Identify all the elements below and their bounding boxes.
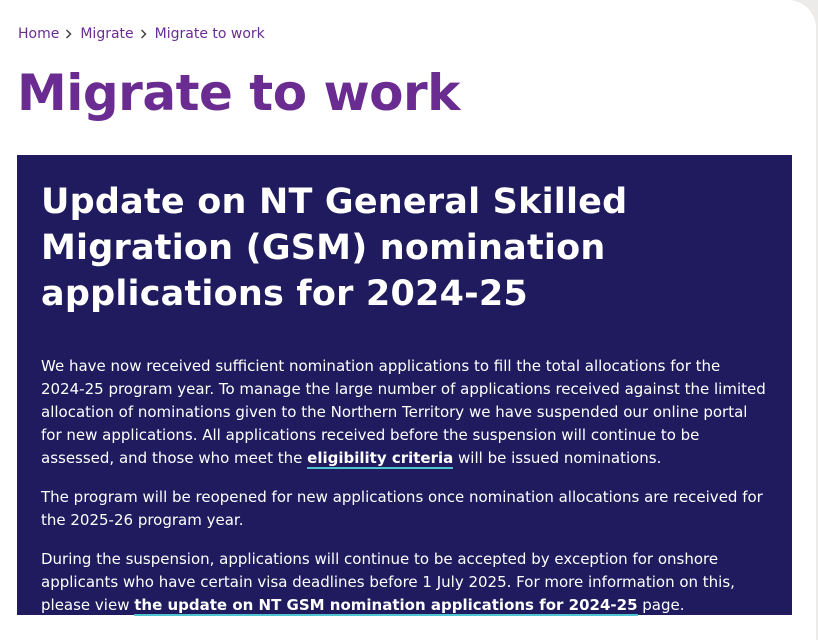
- notice-paragraph-1-tail: will be issued nominations.: [453, 449, 662, 467]
- update-notice-panel: [17, 155, 792, 615]
- chevron-right-icon: [140, 29, 147, 39]
- notice-paragraph-1-text: We have now received sufficient nomination applications to fill the total allocations for the 2024-25 program year. To manage the large number of applications received against the limited allocation of nominations given to the Northern Territory we have suspended our online portal for new applications. All applications received before the suspension will continue to be assessed, and those who meet the: [41, 357, 766, 467]
- breadcrumb: [18, 26, 265, 42]
- notice-paragraph-3-text: During the suspension, applications will continue to be accepted by exception for onshore applicants who have certain visa deadlines before 1 July 2025. For more information on this, please view: [41, 550, 735, 614]
- page-title: Migrate to work: [17, 64, 460, 122]
- breadcrumb-home-link[interactable]: Home: [18, 26, 60, 42]
- breadcrumb-current: Migrate to work: [154, 26, 265, 42]
- eligibility-criteria-link[interactable]: eligibility criteria: [307, 449, 454, 467]
- notice-paragraph-2: The program will be reopened for new applications once nomination allocations are received for the 2025-26 program year.: [41, 488, 763, 529]
- gsm-update-page-link[interactable]: the update on NT GSM nomination applications for 2024-25: [134, 596, 638, 614]
- notice-paragraph-1: [41, 355, 768, 470]
- chevron-right-icon: [65, 29, 72, 39]
- notice-heading: Update on NT General Skilled Migration (GSM) nomination applications for 2024-25: [41, 182, 628, 314]
- notice-paragraph-3: [41, 548, 768, 617]
- notice-paragraph-3-tail: page.: [637, 596, 685, 614]
- breadcrumb-migrate-link[interactable]: Migrate: [80, 26, 134, 42]
